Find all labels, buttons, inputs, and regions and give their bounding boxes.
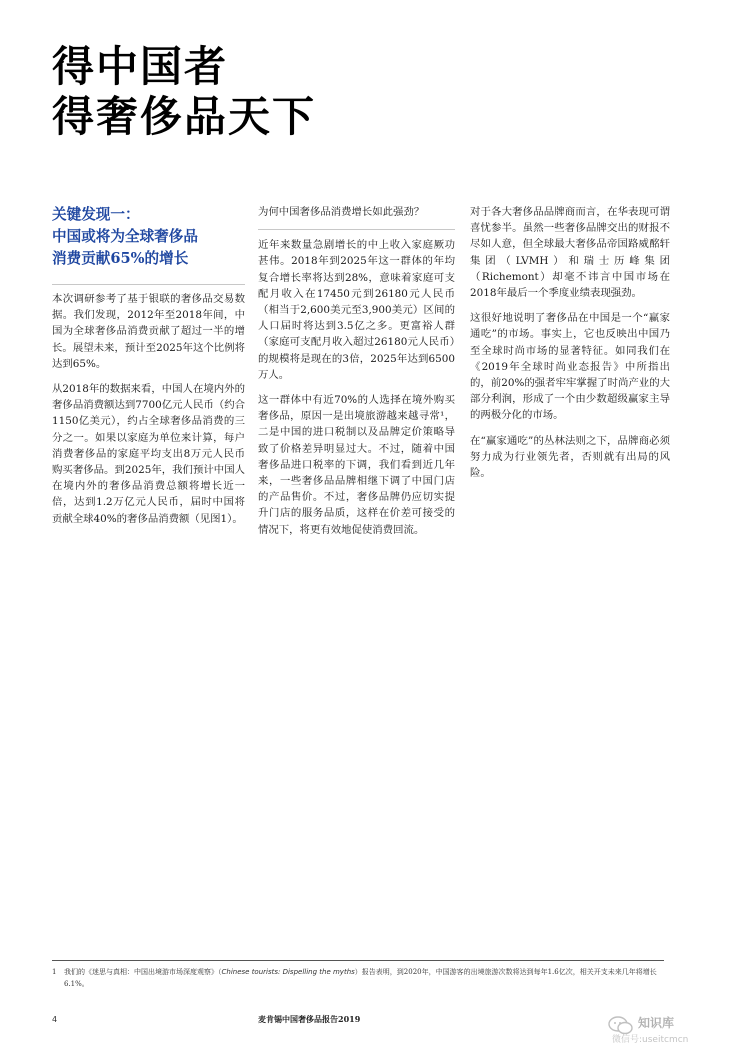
footnote-text-start: 我们的《迷思与真相：中国出境游市场深度观察》（ (64, 968, 222, 976)
paragraph: 这一群体中有近70%的人选择在境外购买奢侈品，原因一是出境旅游越来越寻常¹，二是中国的进口税制以及品牌定价策略导致了价格差异明显过大。不过，随着中国奢侈品进口税率的下调，我们看到近几年来，一些奢侈品品牌相继下调了中国门店的产品售价。不过，奢侈品牌仍应切实提升门店的服务品质，这样在价差可接受的情况下，将更有效地促使消费回流。 (258, 394, 455, 536)
paragraph: 在“赢家通吃”的丛林法则之下，品牌商必须努力成为行业领先者，否则就有出局的风险。 (470, 434, 670, 480)
report-title: 麦肯锡中国奢侈品报告2019 (258, 1014, 361, 1024)
footnote-text (52, 966, 664, 990)
page-number: 4 (52, 1015, 58, 1024)
column-2 (258, 204, 455, 547)
paragraph: 近年来数量急剧增长的中上收入家庭厥功甚伟。2018年到2025年这一群体的年均复合增长率将达到28%，意味着家庭可支配月收入在17450元到26180元人民币（相当于2,600美元至3,900美元）区间的人口届时将达到3.5亿之多。更富裕人群（家庭可支配月收入超过26180元人民币）的规模将是现在的3倍，2025年达到6500万人。 (258, 239, 455, 381)
paragraph: 对于各大奢侈品品牌商而言，在华表现可谓喜忧参半。虽然一些奢侈品牌交出的财报不尽如人意，但全球最大奢侈品帝国路威酩轩集团（LVMH）和瑞士历峰集团（Richemont）却毫不讳言中国市场在2018年最后一个季度业绩表现强劲。 (470, 206, 670, 300)
watermark-brand: 知识库 (638, 1016, 675, 1030)
paragraph: 这很好地说明了奢侈品在中国是一个“赢家通吃”的市场。事实上，它也反映出中国乃至全球时尚市场的显著特征。如同我们在《2019年全球时尚业态报告》中所指出的，前20%的强者牢牢掌握了时尚产业的大部分利润，形成了一个由少数超级赢家主导的两极分化的市场。 (470, 312, 670, 422)
watermark (612, 1016, 732, 1046)
finding-title-line-1: 中国或将为全球奢侈品 (52, 228, 198, 245)
title-line-1: 得中国者 (52, 42, 229, 91)
footnote-number: 1 (52, 968, 57, 976)
column-1 (52, 204, 245, 536)
title-line-2: 得奢侈品天下 (52, 92, 317, 141)
page-title (52, 42, 316, 142)
footnote (52, 960, 664, 990)
finding-title-line-2: 消费贡献65%的增长 (52, 250, 189, 267)
paragraph: 本次调研参考了基于银联的奢侈品交易数据。我们发现，2012年至2018年间，中国为全球奢侈品消费贡献了超过一半的增长。展望未来，预计至2025年这个比例将达到65%。 (52, 293, 245, 370)
footnote-text-end: ）报告表明，到2020年，中国游客的出境旅游次数将达到每年1.6亿次，相关开支未来几年将增长6.1%。 (64, 968, 657, 988)
paragraph: 从2018年的数据来看，中国人在境内外的奢侈品消费额达到7700亿元人民币（约合1150亿美元），约占全球奢侈品消费的三分之一。如果以家庭为单位来计算，每户消费奢侈品的家庭平均支出8万元人民币购买奢侈品。到2025年，我们预计中国人在境内外的奢侈品消费总额将增长近一倍，达到1.2万亿元人民币，届时中国将贡献全球40%的奢侈品消费额（见图1）。 (52, 383, 245, 525)
footnote-italic-title: Chinese tourists: Dispelling the myths (221, 968, 355, 976)
column-divider (52, 284, 245, 285)
column-3 (470, 204, 670, 490)
finding-label: 关键发现一： (52, 206, 140, 223)
key-finding-heading (52, 204, 245, 270)
watermark-sub: 微信号:useitcmcn (612, 1035, 689, 1045)
section-subheading: 为何中国奢侈品消费增长如此强劲？ (258, 206, 425, 218)
column-divider (258, 229, 455, 230)
